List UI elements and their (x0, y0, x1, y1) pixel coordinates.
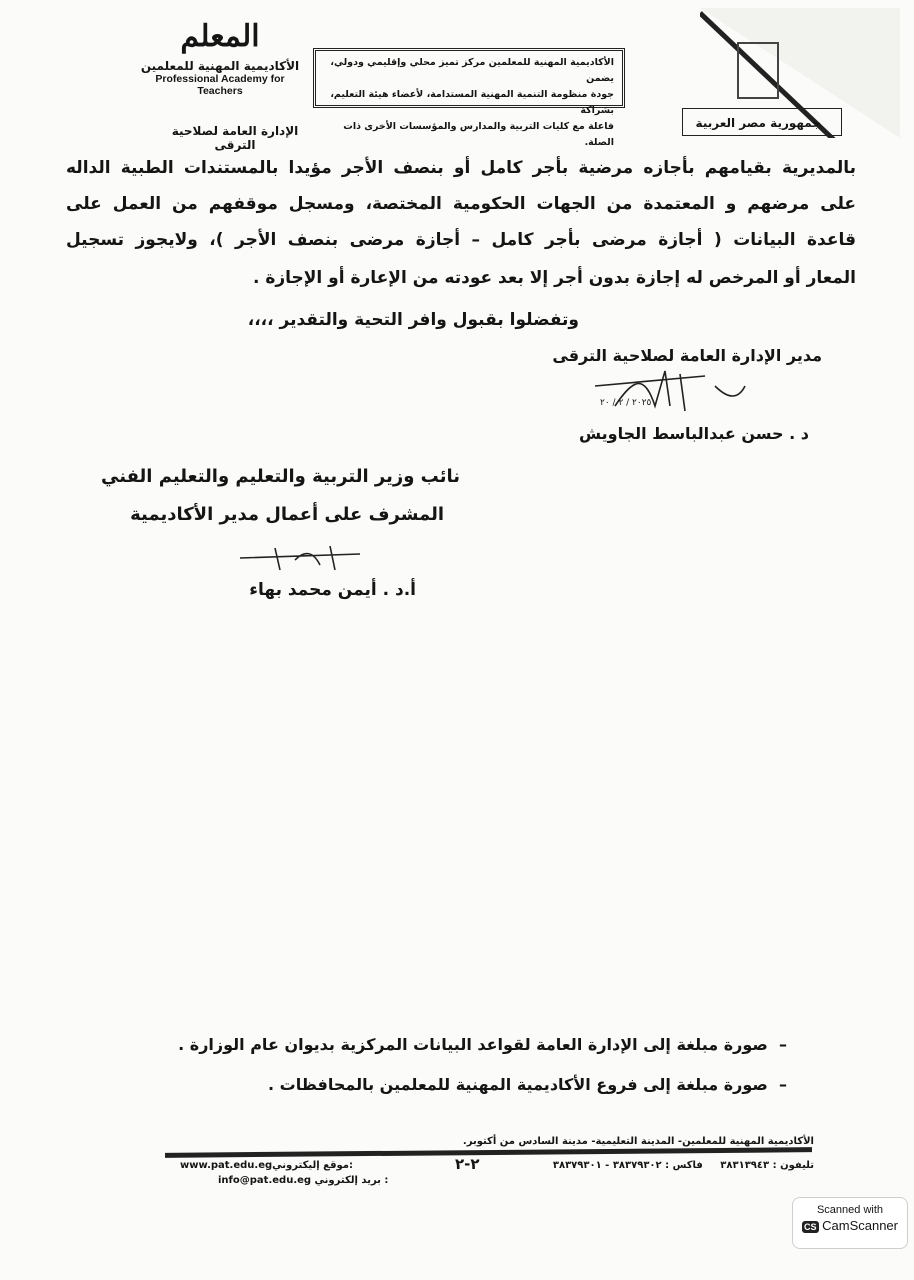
footer-address: الأكاديمية المهنية للمعلمين- المدينة التعليمية- مدينة السادس من أكتوبر. (462, 1136, 814, 1147)
copy-note (178, 1035, 787, 1054)
copy-note-text: صورة مبلغة إلى الإدارة العامة لقواعد البيانات المركزية بديوان عام الوزارة . (178, 1035, 768, 1054)
signature-1 (585, 366, 785, 422)
department-name: الإدارة العامة لصلاحية الترقى (171, 124, 299, 152)
dash: – (767, 1035, 787, 1054)
email: info@pat.edu.eg (218, 1175, 312, 1186)
signatory2-name: أ.د . أيمن محمد بهاء (249, 580, 416, 600)
mission-statement-box (313, 48, 625, 148)
footer-website (180, 1160, 353, 1171)
badge-line1: Scanned with (816, 1204, 884, 1216)
page-marker: ٢-٢ (455, 1155, 480, 1173)
footer-email (218, 1175, 388, 1186)
phone: تليفون : ٣٨٣١٣٩٤٣ (720, 1160, 814, 1171)
badge-brand: CamScanner (822, 1218, 898, 1233)
camscanner-logo-icon: CS (803, 1222, 817, 1232)
signatory2-title-line2: المشرف على أعمال مدير الأكاديمية (130, 504, 444, 525)
copy-note-text: صورة مبلغة إلى فروع الأكاديمية المهنية للمعلمين بالمحافظات . (268, 1075, 768, 1094)
logo-english-name: Professional Academy for Teachers (155, 73, 285, 97)
body-line: قاعدة البيانات ( أجازة مرضى بأجر كامل – أجازة مرضى بنصف الأجر )، ولايجوز تسجيل (66, 230, 856, 250)
logo-calligraphy: المعلم (180, 19, 260, 54)
website: www.pat.edu.eg (180, 1160, 273, 1171)
signatory1-title: مدير الإدارة العامة لصلاحية الترقى (552, 346, 822, 365)
dash: – (767, 1075, 787, 1094)
website-label: موقع إليكتروني: (272, 1160, 353, 1171)
copy-note (268, 1075, 787, 1094)
body-line: بالمديرية بقيامهم بأجازه مرضية بأجر كامل أو بنصف الأجر مؤيدا بالمستندات الطبية الداله (66, 158, 856, 178)
camscanner-badge (792, 1197, 908, 1249)
country-label: جمهورية مصر العربية (682, 108, 842, 136)
badge-line2 (793, 1218, 907, 1233)
signature-2 (235, 540, 365, 574)
fax: فاكس : ٣٨٣٧٩٣٠٢ - ٣٨٣٧٩٣٠١ (552, 1160, 703, 1171)
academy-logo (140, 15, 300, 97)
signatory2-title-line1: نائب وزير التربية والتعليم والتعليم الفني (101, 466, 460, 487)
mission-line: جودة منظومة التنمية المهنية المستدامة، لأعضاء هيئة التعليم، بشراكة (330, 89, 614, 116)
mission-line: فاعلة مع كليات التربية والمدارس والمؤسسات الأخرى ذات الصلة. (343, 121, 614, 148)
body-line: على مرضهم و المعتمدة من الجهات الحكومية المختصة، ومسجل موقفهم من العمل على (66, 194, 856, 214)
mission-line: الأكاديمية المهنية للمعلمين مركز تميز محلي وإقليمي ودولي، يضمن (330, 57, 614, 84)
body-line: المعار أو المرخص له إجازة بدون أجر إلا بعد عودته من الإعارة أو الإجازة . (252, 268, 856, 288)
footer-rule (165, 1147, 812, 1158)
logo-arabic-name: الأكاديمية المهنية للمعلمين (140, 59, 300, 73)
closing-line: وتفضلوا بقبول وافر التحية والتقدير ،،،، (247, 310, 579, 330)
email-label: بريد إلكتروني : (314, 1175, 389, 1186)
footer-phone (553, 1160, 814, 1171)
signatory1-name: د . حسن عبدالباسط الجاويش (579, 424, 809, 443)
signature-date: ٢٠٢٥ / ٢ / ٢٠ (600, 398, 652, 408)
